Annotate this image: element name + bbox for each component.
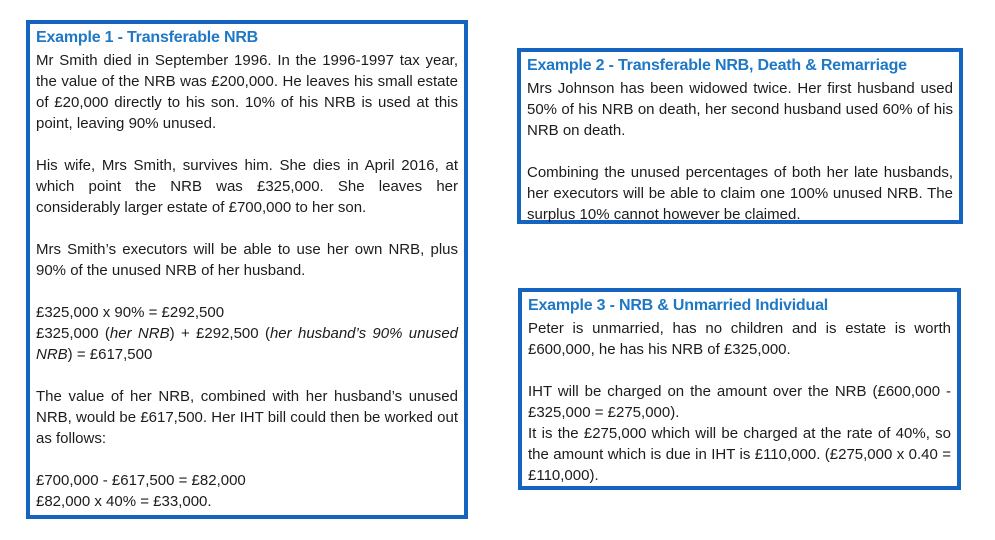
paragraph-spacer <box>36 365 458 386</box>
text-run: The value of her NRB, combined with her husband’s unused NRB, would be £617,500. Her IHT bill could then be worked out as follows: <box>36 388 458 447</box>
example-1-box <box>26 20 468 519</box>
text-run: £82,000 x 40% = £33,000. <box>36 493 212 510</box>
text-run: Mrs Smith’s executors will be able to use her own NRB, plus 90% of the unused NRB of her husband. <box>36 241 458 279</box>
paragraph-spacer <box>36 218 458 239</box>
text-run: ) + £292,500 ( <box>169 325 270 342</box>
paragraph-spacer <box>36 281 458 302</box>
italic-text-run: her NRB <box>109 325 170 342</box>
example-3-body <box>528 318 951 486</box>
paragraph-spacer <box>528 360 951 381</box>
text-run: Combining the unused percentages of both her late husbands, her executors will be able to claim one 100% unused NRB. The surplus 10% cannot however be claimed. <box>527 164 953 223</box>
example-2-box <box>517 48 963 224</box>
text-run: IHT will be charged on the amount over the NRB (£600,000 - £325,000 = £275,000). <box>528 383 951 421</box>
text-run: It is the £275,000 which will be charged at the rate of 40%, so the amount which is due in IHT is £110,000. (£275,000 x 0.40 = £110,000). <box>528 425 951 484</box>
text-run: His wife, Mrs Smith, survives him. She dies in April 2016, at which point the NRB was £325,000. She leaves her considerably larger estate of £700,000 to her son. <box>36 157 458 216</box>
example-3-title: Example 3 - NRB & Unmarried Individual <box>528 297 829 314</box>
paragraph <box>36 470 458 491</box>
paragraph-spacer <box>527 141 953 162</box>
paragraph-spacer <box>36 134 458 155</box>
paragraph <box>36 239 458 281</box>
example-1-body <box>36 50 458 512</box>
example-2-body <box>527 78 953 225</box>
text-run: £325,000 ( <box>36 325 110 342</box>
text-run: £700,000 - £617,500 = £82,000 <box>36 472 246 489</box>
italic-text-run: her husband’s 90% unused NRB <box>36 325 458 363</box>
paragraph <box>36 50 458 134</box>
text-run: Mrs Johnson has been widowed twice. Her first husband used 50% of his NRB on death, her second husband used 60% of his NRB on death. <box>527 80 953 139</box>
text-run: Mr Smith died in September 1996. In the 1996-1997 tax year, the value of the NRB was £200,000. He leaves his small estate of £20,000 directly to his son. 10% of his NRB is used at this point, leaving 90% unused. <box>36 52 458 132</box>
text-run: £325,000 x 90% = £292,500 <box>36 304 225 321</box>
paragraph-spacer <box>36 449 458 470</box>
example-1-title: Example 1 - Transferable NRB <box>36 29 259 46</box>
paragraph <box>36 386 458 449</box>
paragraph <box>36 491 458 512</box>
paragraph <box>527 162 953 225</box>
paragraph <box>36 323 458 365</box>
paragraph <box>528 381 951 423</box>
paragraph <box>528 423 951 486</box>
text-run: Peter is unmarried, has no children and is estate is worth £600,000, he has his NRB of £325,000. <box>528 320 951 358</box>
paragraph <box>528 318 951 360</box>
example-2-title: Example 2 - Transferable NRB, Death & Remarriage <box>527 57 907 74</box>
example-3-box <box>518 288 961 490</box>
text-run: ) = £617,500 <box>67 346 153 363</box>
paragraph <box>36 302 458 323</box>
paragraph <box>36 155 458 218</box>
paragraph <box>527 78 953 141</box>
